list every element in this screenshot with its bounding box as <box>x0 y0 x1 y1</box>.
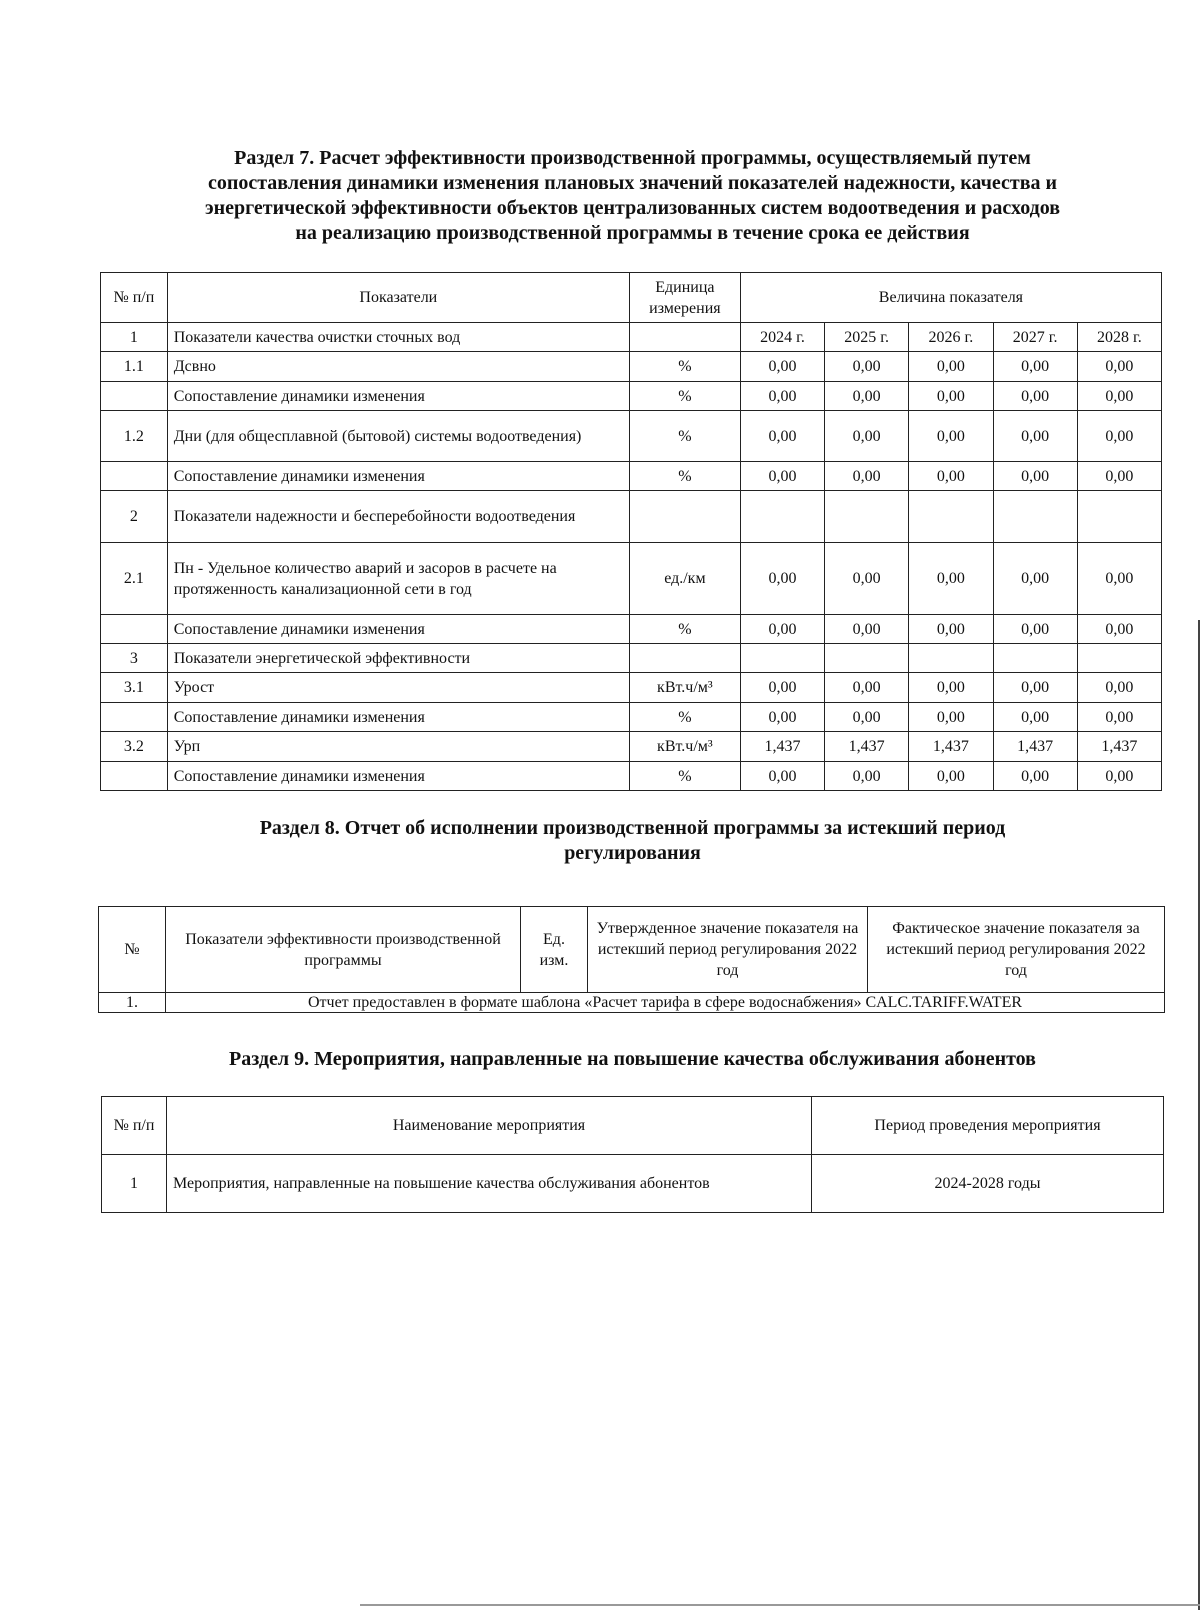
row-value: 0,00 <box>740 543 824 615</box>
row-value: 0,00 <box>993 762 1077 791</box>
row-unit: % <box>629 703 740 732</box>
row-num: 1 <box>101 323 168 352</box>
row-num <box>101 382 168 411</box>
row-indicator: Сопоставление динамики изменения <box>167 762 629 791</box>
row-value <box>1077 644 1161 673</box>
row-unit: % <box>629 462 740 491</box>
year-header: 2024 г. <box>740 323 824 352</box>
row-value: 0,00 <box>993 462 1077 491</box>
row-indicator: Сопоставление динамики изменения <box>167 703 629 732</box>
year-header: 2027 г. <box>993 323 1077 352</box>
row-num: 3 <box>101 644 168 673</box>
row-unit: % <box>629 352 740 382</box>
year-header: 2026 г. <box>909 323 993 352</box>
row-unit: % <box>629 382 740 411</box>
row-unit <box>629 323 740 352</box>
row-num: 1.2 <box>101 411 168 462</box>
row-period: 2024-2028 годы <box>812 1155 1164 1213</box>
row-value: 0,00 <box>825 615 909 644</box>
row-value: 0,00 <box>1077 615 1161 644</box>
row-value: 1,437 <box>825 732 909 762</box>
row-unit: кВт.ч/м³ <box>629 732 740 762</box>
table-row <box>101 352 1162 382</box>
section-7-title-line: сопоставления динамики изменения плановых значений показателей надежности, качества и <box>207 172 1058 194</box>
table-row <box>101 615 1162 644</box>
col-header-actual: Фактическое значение показателя за истекший период регулирования 2022 год <box>868 907 1165 993</box>
col-header-value: Величина показателя <box>740 273 1161 323</box>
col-header-indicator: Показатели эффективности производственной программы <box>166 907 521 993</box>
row-unit: % <box>629 762 740 791</box>
row-value: 0,00 <box>909 543 993 615</box>
row-value: 0,00 <box>1077 411 1161 462</box>
row-value: 0,00 <box>825 543 909 615</box>
row-unit: ед./км <box>629 543 740 615</box>
row-unit <box>629 491 740 543</box>
table-row <box>101 703 1162 732</box>
row-num <box>101 703 168 732</box>
row-value: 0,00 <box>909 462 993 491</box>
row-indicator: Показатели качества очистки сточных вод <box>167 323 629 352</box>
row-value: 0,00 <box>993 703 1077 732</box>
row-value: 0,00 <box>740 352 824 382</box>
section-7-title-line: энергетической эффективности объектов централизованных систем водоотведения и расходов <box>204 197 1061 219</box>
table-header-row <box>102 1097 1164 1155</box>
row-indicator: Сопоставление динамики изменения <box>167 382 629 411</box>
row-value: 0,00 <box>740 615 824 644</box>
table-header-row <box>101 273 1162 323</box>
row-value: 0,00 <box>825 673 909 703</box>
row-num <box>101 615 168 644</box>
table-row <box>101 411 1162 462</box>
row-num: 1. <box>99 993 166 1013</box>
row-value: 0,00 <box>1077 382 1161 411</box>
row-value: 0,00 <box>1077 762 1161 791</box>
col-header-num: № <box>99 907 166 993</box>
row-value: 0,00 <box>1077 703 1161 732</box>
row-value: 0,00 <box>1077 543 1161 615</box>
table-row <box>101 644 1162 673</box>
section-8-title <box>100 816 1165 866</box>
row-value: 0,00 <box>909 615 993 644</box>
row-value: 1,437 <box>1077 732 1161 762</box>
row-value: 0,00 <box>909 673 993 703</box>
row-text: Отчет предоставлен в формате шаблона «Расчет тарифа в сфере водоснабжения» CALC.TARIFF.WATER <box>166 993 1165 1013</box>
row-value: 0,00 <box>825 762 909 791</box>
row-value <box>740 644 824 673</box>
scan-bottom-line <box>360 1604 1200 1606</box>
col-header-num: № п/п <box>102 1097 167 1155</box>
row-value <box>909 644 993 673</box>
row-value: 0,00 <box>993 673 1077 703</box>
row-value: 1,437 <box>740 732 824 762</box>
row-unit: % <box>629 615 740 644</box>
row-value: 0,00 <box>993 411 1077 462</box>
row-value: 0,00 <box>909 703 993 732</box>
section-9-table <box>101 1096 1164 1213</box>
row-num: 1 <box>102 1155 167 1213</box>
row-value: 0,00 <box>993 543 1077 615</box>
row-value: 0,00 <box>825 382 909 411</box>
table-row <box>101 762 1162 791</box>
table-row <box>101 543 1162 615</box>
row-indicator: Урп <box>167 732 629 762</box>
row-unit <box>629 644 740 673</box>
row-indicator: Показатели энергетической эффективности <box>167 644 629 673</box>
row-value: 0,00 <box>909 411 993 462</box>
row-num: 1.1 <box>101 352 168 382</box>
row-value: 0,00 <box>825 462 909 491</box>
row-indicator: Дни (для общесплавной (бытовой) системы водоотведения) <box>167 411 629 462</box>
row-indicator: Показатели надежности и бесперебойности водоотведения <box>167 491 629 543</box>
section-8-title-line: Раздел 8. Отчет об исполнении производственной программы за истекший период <box>259 817 1006 839</box>
table-row <box>101 323 1162 352</box>
row-indicator: Пн - Удельное количество аварий и засоров в расчете на протяженность канализационной сети в год <box>167 543 629 615</box>
row-value <box>825 644 909 673</box>
year-header: 2028 г. <box>1077 323 1161 352</box>
table-row <box>101 491 1162 543</box>
row-num <box>101 462 168 491</box>
col-header-indicator: Показатели <box>167 273 629 323</box>
row-value: 0,00 <box>909 352 993 382</box>
row-value: 1,437 <box>909 732 993 762</box>
row-indicator: Дсвно <box>167 352 629 382</box>
section-8-table <box>98 906 1165 1013</box>
row-unit: кВт.ч/м³ <box>629 673 740 703</box>
row-value: 0,00 <box>825 352 909 382</box>
table-row <box>101 673 1162 703</box>
row-value: 0,00 <box>909 762 993 791</box>
section-8-title-line: регулирования <box>564 842 701 864</box>
row-value: 0,00 <box>825 411 909 462</box>
row-value <box>825 491 909 543</box>
section-7-table-body <box>101 323 1162 791</box>
section-7-title-line: Раздел 7. Расчет эффективности производственной программы, осуществляемый путем <box>234 147 1031 169</box>
row-value: 0,00 <box>993 615 1077 644</box>
row-value <box>993 644 1077 673</box>
row-value: 1,437 <box>993 732 1077 762</box>
row-value <box>909 491 993 543</box>
row-value: 0,00 <box>1077 462 1161 491</box>
row-value: 0,00 <box>740 411 824 462</box>
row-indicator: Сопоставление динамики изменения <box>167 615 629 644</box>
year-header: 2025 г. <box>825 323 909 352</box>
row-value: 0,00 <box>1077 673 1161 703</box>
row-indicator: Урост <box>167 673 629 703</box>
row-value: 0,00 <box>740 462 824 491</box>
row-num <box>101 762 168 791</box>
row-value: 0,00 <box>1077 352 1161 382</box>
section-7-title <box>100 146 1165 246</box>
row-value: 0,00 <box>740 703 824 732</box>
row-value: 0,00 <box>993 382 1077 411</box>
row-value: 0,00 <box>909 382 993 411</box>
row-name: Мероприятия, направленные на повышение качества обслуживания абонентов <box>167 1155 812 1213</box>
table-row <box>102 1155 1164 1213</box>
row-unit: % <box>629 411 740 462</box>
row-value <box>993 491 1077 543</box>
row-indicator: Сопоставление динамики изменения <box>167 462 629 491</box>
col-header-num: № п/п <box>101 273 168 323</box>
row-value: 0,00 <box>825 703 909 732</box>
section-7-table <box>100 272 1162 791</box>
col-header-approved: Утвержденное значение показателя на истекший период регулирования 2022 год <box>588 907 868 993</box>
row-value <box>1077 491 1161 543</box>
row-value: 0,00 <box>993 352 1077 382</box>
row-num: 2.1 <box>101 543 168 615</box>
table-header-row <box>99 907 1165 993</box>
row-value <box>740 491 824 543</box>
row-value: 0,00 <box>740 673 824 703</box>
col-header-unit: Ед. изм. <box>521 907 588 993</box>
col-header-name: Наименование мероприятия <box>167 1097 812 1155</box>
table-row <box>99 993 1165 1013</box>
row-value: 0,00 <box>740 382 824 411</box>
table-row <box>101 732 1162 762</box>
row-value: 0,00 <box>740 762 824 791</box>
row-num: 2 <box>101 491 168 543</box>
row-num: 3.1 <box>101 673 168 703</box>
row-num: 3.2 <box>101 732 168 762</box>
table-row <box>101 462 1162 491</box>
col-header-period: Период проведения мероприятия <box>812 1097 1164 1155</box>
col-header-unit: Единица измерения <box>629 273 740 323</box>
section-9-title: Раздел 9. Мероприятия, направленные на повышение качества обслуживания абонентов <box>229 1048 1036 1070</box>
table-row <box>101 382 1162 411</box>
section-7-title-line: на реализацию производственной программы в течение срока ее действия <box>295 222 970 244</box>
